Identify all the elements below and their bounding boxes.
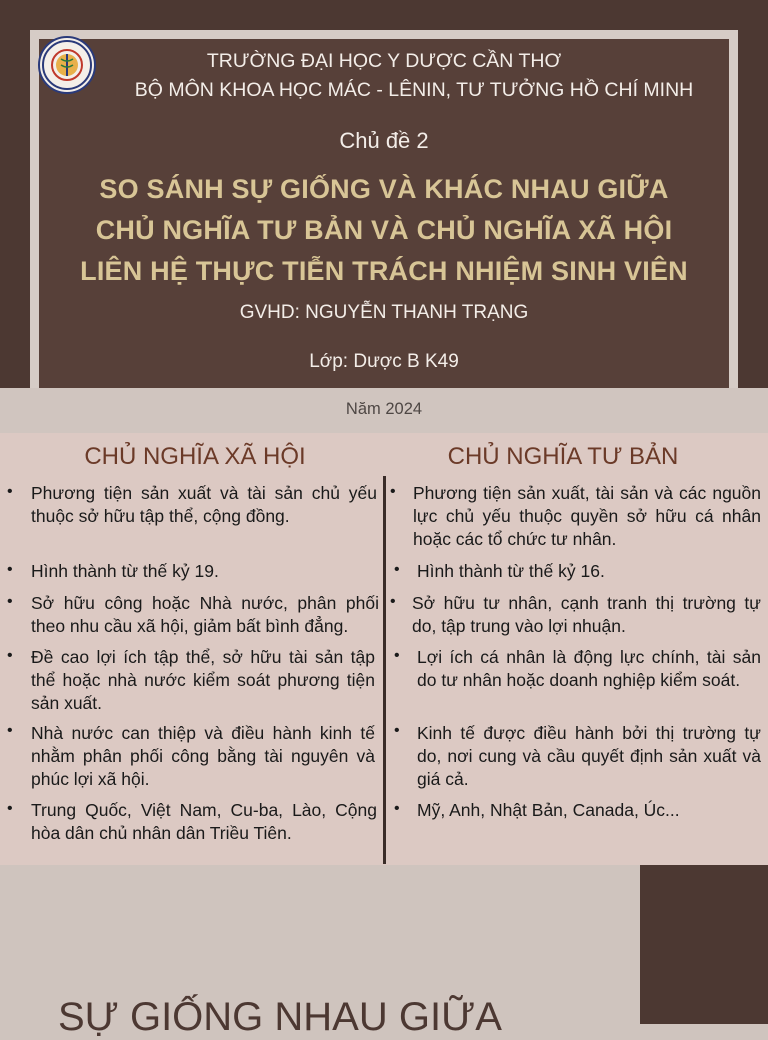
slide-title-line-2: CHỦ NGHĨA TƯ BẢN VÀ CHỦ NGHĨA XÃ HỘI [95, 215, 673, 245]
bullet-icon: • [394, 800, 400, 817]
slide-accent-block [640, 865, 768, 1024]
bullet-icon: • [7, 647, 13, 664]
similarities-title: SỰ GIỐNG NHAU GIỮA [58, 995, 502, 1039]
socialism-item: Nhà nước can thiệp và điều hành kinh tế nhằm phân phối công bằng tài nguyên và phúc lợi xã hội. [31, 723, 375, 789]
bullet-icon: • [7, 593, 13, 610]
advisor: GVHD: NGUYỄN THANH TRẠNG [239, 302, 529, 323]
capitalism-item: Lợi ích cá nhân là động lực chính, tài sản do tư nhân hoặc doanh nghiệp kiểm soát. [417, 647, 761, 690]
capitalism-item: Kinh tế được điều hành bởi thị trường tự do, nơi cung và cầu quyết định sản xuất và giá cả. [417, 723, 761, 789]
bullet-icon: • [394, 722, 400, 739]
university-name: TRƯỜNG ĐẠI HỌC Y DƯỢC CẦN THƠ [206, 50, 562, 72]
slide-title-line-1: SO SÁNH SỰ GIỐNG VÀ KHÁC NHAU GIỮA [99, 174, 669, 204]
capitalism-item: Mỹ, Anh, Nhật Bản, Canada, Úc... [417, 800, 680, 820]
socialism-item: Đề cao lợi ích tập thể, sở hữu tài sản tập thể hoặc nhà nước kiểm soát phương tiện sản xuất. [31, 647, 375, 713]
bullet-icon: • [390, 483, 396, 500]
topic-label: Chủ đề 2 [339, 128, 429, 153]
class-label: Lớp: Dược B K49 [309, 351, 459, 372]
socialism-heading: CHỦ NGHĨA XÃ HỘI [84, 443, 306, 470]
capitalism-item: Hình thành từ thế kỷ 16. [417, 561, 605, 581]
year-label: Năm 2024 [345, 400, 423, 418]
bullet-icon: • [394, 561, 400, 578]
slide-title-line-3: LIÊN HỆ THỰC TIỄN TRÁCH NHIỆM SINH VIÊN [80, 256, 688, 286]
bullet-icon: • [394, 647, 400, 664]
bullet-icon: • [7, 561, 13, 578]
capitalism-heading: CHỦ NGHĨA TƯ BẢN [447, 443, 679, 470]
capitalism-item: Sở hữu tư nhân, cạnh tranh thị trường tự do, tập trung vào lợi nhuận. [412, 593, 761, 636]
socialism-item: Sở hữu công hoặc Nhà nước, phân phối theo nhu cầu xã hội, giảm bất bình đẳng. [31, 593, 379, 636]
bullet-icon: • [390, 593, 396, 610]
socialism-item: Trung Quốc, Việt Nam, Cu-ba, Lào, Cộng hòa dân chủ nhân dân Triều Tiên. [31, 800, 377, 843]
socialism-item: Hình thành từ thế kỷ 19. [31, 561, 219, 581]
socialism-item: Phương tiện sản xuất và tài sản chủ yếu thuộc sở hữu tập thể, cộng đồng. [31, 483, 377, 526]
column-divider [383, 476, 386, 864]
bullet-icon: • [7, 722, 13, 739]
capitalism-item: Phương tiện sản xuất, tài sản và các nguồn lực chủ yếu thuộc quyền sở hữu cá nhân hoặc các tổ chức tư nhân. [413, 483, 761, 549]
department-name: BỘ MÔN KHOA HỌC MÁC - LÊNIN, TƯ TƯỞNG HỒ CHÍ MINH [134, 79, 694, 101]
bullet-icon: • [7, 800, 13, 817]
bullet-icon: • [7, 483, 13, 500]
